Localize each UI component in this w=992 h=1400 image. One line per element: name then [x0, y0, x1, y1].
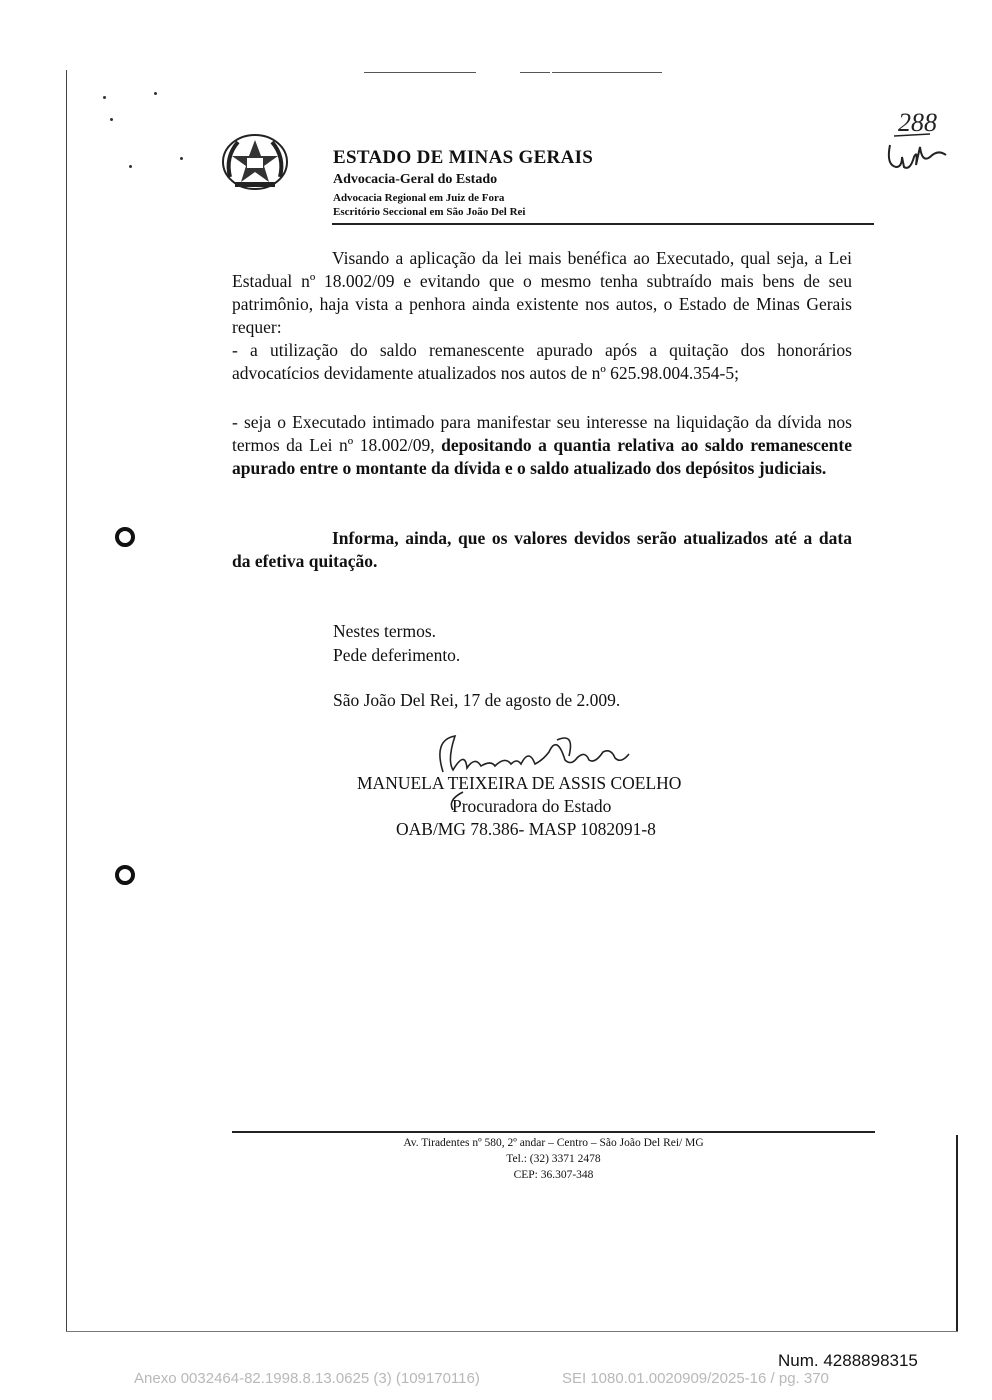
scan-speck	[180, 157, 183, 160]
state-crest-icon	[220, 132, 290, 192]
paragraph-intimation	[232, 411, 852, 480]
signatory-role: Procuradora do Estado	[452, 796, 612, 816]
footer-phone: Tel.: (32) 3371 2478	[506, 1153, 601, 1165]
scan-speck	[103, 96, 106, 99]
page-border-bottom	[66, 1331, 958, 1332]
header-title: ESTADO DE MINAS GERAIS	[333, 147, 594, 168]
closing-line-1: Nestes termos.	[333, 621, 437, 641]
footer-address: Av. Tiradentes nº 580, 2º andar – Centro – São João Del Rei/ MG	[403, 1137, 704, 1149]
handwritten-number: 288	[898, 108, 937, 137]
page-border-right	[956, 1135, 958, 1331]
header-office: Escritório Seccional em São João Del Rei	[333, 206, 526, 218]
footer-rule	[232, 1131, 875, 1133]
scan-speck	[110, 118, 113, 121]
scan-speck	[129, 165, 132, 168]
scan-mark	[364, 72, 476, 73]
scan-mark	[552, 72, 662, 73]
place-and-date: São João Del Rei, 17 de agosto de 2.009.	[333, 690, 621, 710]
signatory-name: MANUELA TEIXEIRA DE ASSIS COELHO	[357, 773, 682, 793]
closing-line-2: Pede deferimento.	[333, 645, 461, 665]
annex-reference: Anexo 0032464-82.1998.8.13.0625 (3) (109170116)	[134, 1370, 480, 1387]
intimation-bold-text: depositando a quantia relativa ao saldo remanescente apurado entre o montante da dívida e o saldo atualizado dos depósitos judiciais.	[232, 435, 852, 478]
signatory-registration: OAB/MG 78.386- MASP 1082091-8	[396, 819, 656, 839]
handwritten-page-number	[872, 103, 952, 183]
header-regional: Advocacia Regional em Juiz de Fora	[333, 192, 505, 204]
request-item: - a utilização do saldo remanescente apurado após a quitação dos honorários advocatícios devidamente atualizados nos autos de nº 625.98.004.354-5;	[232, 340, 852, 383]
document-number: Num. 4288898315	[778, 1351, 918, 1370]
scan-mark	[520, 72, 550, 73]
information-text: Informa, ainda, que os valores devidos serão atualizados até a data da efetiva quitação.	[232, 528, 852, 571]
paragraph-information	[232, 527, 852, 573]
scan-speck	[154, 92, 157, 95]
header-rule	[332, 223, 874, 225]
intimation-text: - seja o Executado intimado para manifestar seu interesse na liquidação da dívida nos termos da Lei nº 18.002/09,	[232, 412, 852, 455]
punch-hole	[115, 527, 135, 547]
punch-hole	[115, 865, 135, 885]
header-subtitle: Advocacia-Geral do Estado	[333, 172, 498, 187]
paragraph-request-text: Visando a aplicação da lei mais benéfica ao Executado, qual seja, a Lei Estadual nº 18.002/09 e evitando que o mesmo tenha subtraído mais bens de seu patrimônio, haja vista a penhora ainda existente nos autos, o Estado de Minas Gerais requer:	[232, 248, 852, 337]
paragraph-request	[232, 247, 852, 385]
page-border-left	[66, 70, 67, 1332]
sei-reference: SEI 1080.01.0020909/2025-16 / pg. 370	[562, 1370, 829, 1387]
footer-cep: CEP: 36.307-348	[513, 1169, 594, 1181]
